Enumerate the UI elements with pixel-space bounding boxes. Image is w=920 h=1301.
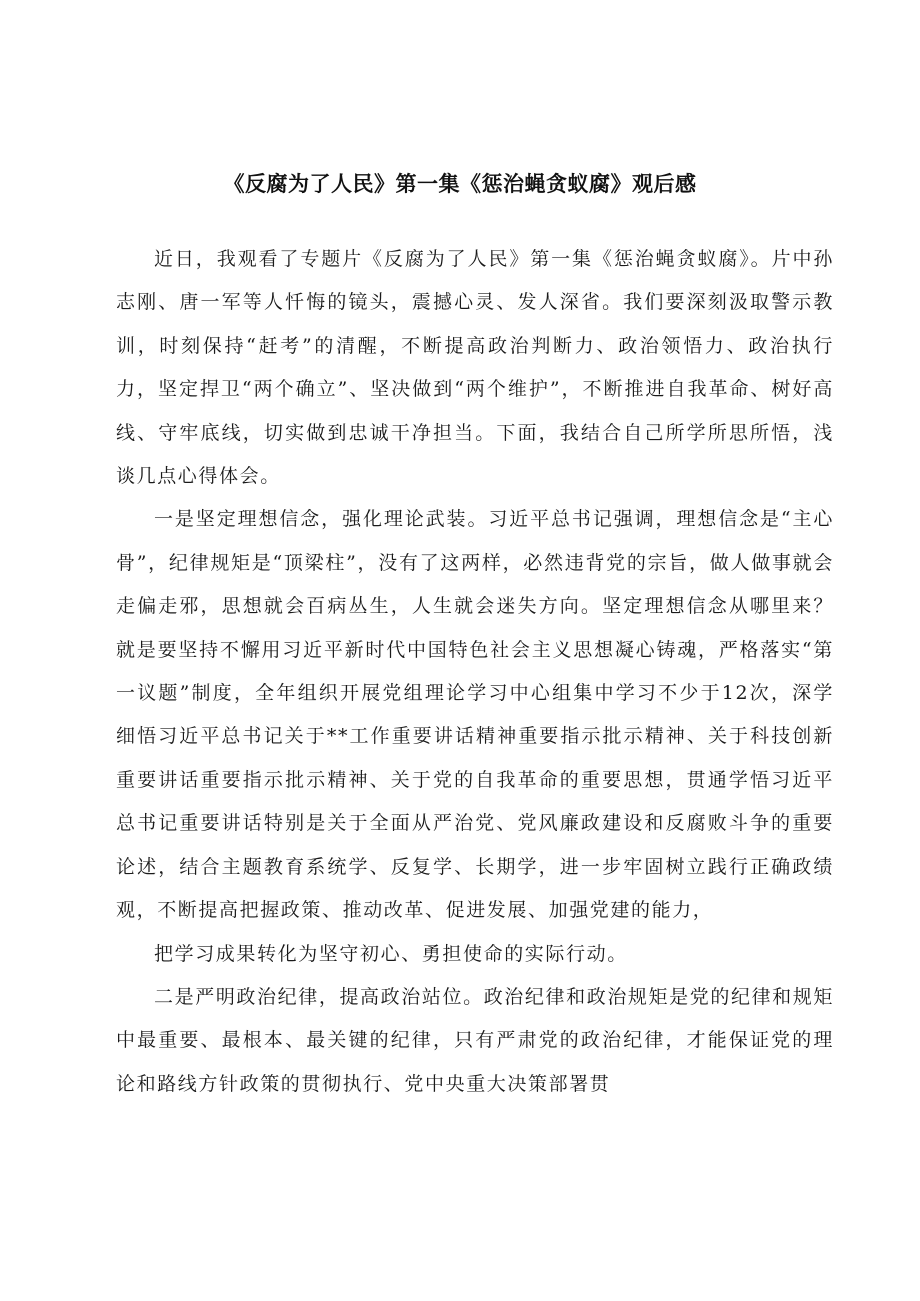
document-body — [116, 238, 834, 1106]
paragraph-intro: 近日，我观看了专题片《反腐为了人民》第一集《惩治蝇贪蚁腐》。片中孙志刚、唐一军等人忏悔的镜头，震撼心灵、发人深省。我们要深刻汲取警示教训，时刻保持“赶考”的清醒，不断提高政治判断力、政治领悟力、政治执行力，坚定捍卫“两个确立”、坚决做到“两个维护”，不断推进自我革命、树好高线、守牢底线，切实做到忠诚干净担当。下面，我结合自己所学所思所悟，浅谈几点心得体会。 — [116, 248, 834, 488]
paragraph-point-two: 二是严明政治纪律，提高政治站位。政治纪律和政治规矩是党的纪律和规矩中最重要、最根本、最关键的纪律，只有严肃党的政治纪律，才能保证党的理论和路线方针政策的贯彻执行、党中央重大决策部署贯 — [116, 985, 834, 1095]
paragraph-point-one: 一是坚定理想信念，强化理论武装。习近平总书记强调，理想信念是“主心骨”，纪律规矩是“顶梁柱”，没有了这两样，必然违背党的宗旨，做人做事就会走偏走邪，思想就会百病丛生，人生就会迷失方向。坚定理想信念从哪里来？就是要坚持不懈用习近平新时代中国特色社会主义思想凝心铸魂，严格落实“第一议题”制度，全年组织开展党组理论学习中心组集中学习不少于12次，深学细悟习近平总书记关于**工作重要讲话精神重要指示批示精神、关于科技创新重要讲话重要指示批示精神、关于党的自我革命的重要思想，贯通学悟习近平总书记重要讲话特别是关于全面从严治党、党风廉政建设和反腐败斗争的重要论述，结合主题教育系统学、反复学、长期学，进一步牢固树立践行正确政绩观，不断提高把握政策、推动改革、促进发展、加强党建的能力， — [116, 508, 834, 922]
document-title: 《反腐为了人民》第一集《惩治蝇贪蚁腐》观后感 — [223, 172, 697, 196]
paragraph-point-one-continued: 把学习成果转化为坚守初心、勇担使命的实际行动。 — [154, 942, 628, 965]
